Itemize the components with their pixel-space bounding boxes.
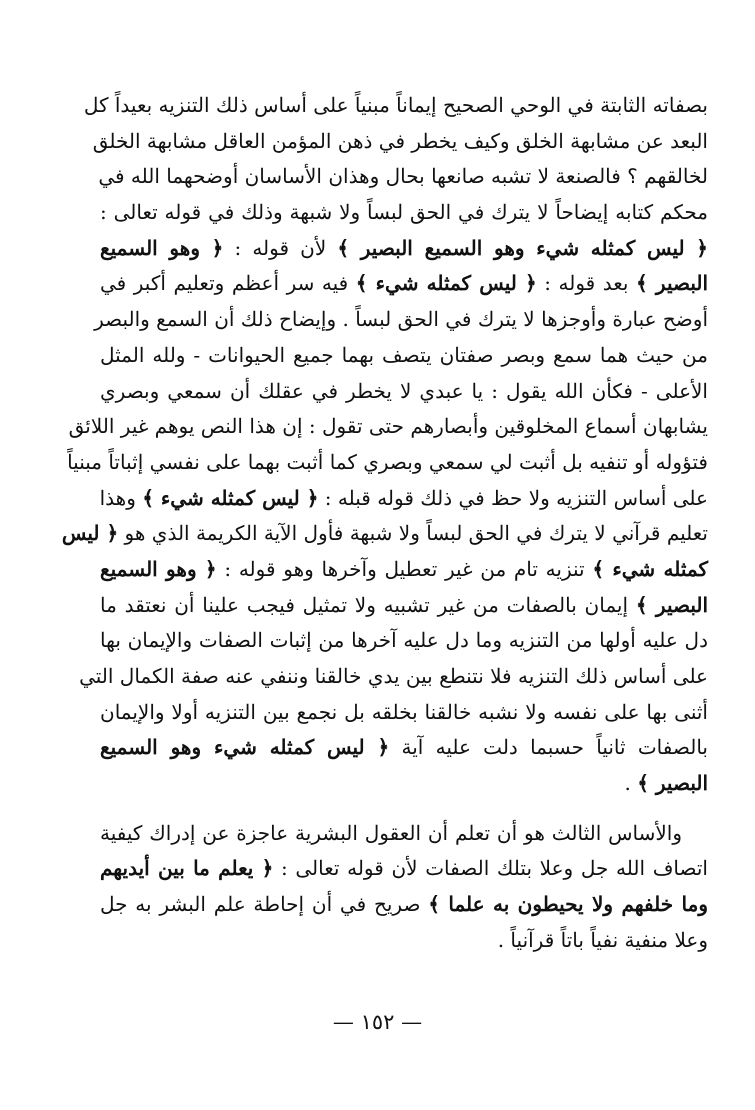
quran-quote: ﴿ ليس (61, 521, 119, 546)
text-line (100, 231, 708, 267)
text-run: وعلا منفية نفياً باتاً قرآنياً . (497, 927, 708, 952)
text-run: الأعلى - فكأن الله يقول : يا عبدي لا يخطر في عقلك أن سمعي وبصري (100, 378, 708, 403)
text-run: اتصاف الله جل وعلا بتلك الصفات لأن قوله تعالى : (273, 856, 708, 881)
text-run: فتؤوله أو تنفيه بل أثبت لي سمعي وبصري كما أثبت بهما على نفسي إثباتاً مبنياً (67, 449, 708, 474)
text-run: والأساس الثالث هو أن تعلم أن العقول البشرية عاجزة عن إدراك كيفية (100, 820, 682, 845)
quran-quote: ﴿ وهو السميع (100, 556, 217, 581)
quran-quote: كمثله شيء ﴾ (592, 556, 708, 581)
text-line (61, 516, 708, 552)
text-line (100, 851, 708, 887)
text-line (92, 124, 708, 160)
text-run: تعليم قرآني لا يترك في الحق لبساً ولا شبهة فأول الآية الكريمة الذي هو (118, 521, 708, 546)
text-line (100, 730, 708, 766)
text-line (100, 159, 708, 195)
text-run: صريح في أن إحاطة علم البشر به جل (100, 892, 429, 917)
quran-quote: البصير ﴾ (635, 592, 709, 617)
text-line (100, 374, 708, 410)
text-run: دل عليه أولها من التنزيه وما دل عليه آخرها من إثبات الصفات والإيمان بها (100, 628, 708, 653)
quran-quote: ﴿ ليس كمثله شيء وهو السميع البصير ﴾ (337, 235, 708, 260)
text-run: محكم كتابه إيضاحاً لا يترك في الحق لبساً ولا شبهة وذلك في قوله تعالى : (100, 200, 708, 225)
text-line (100, 195, 708, 231)
text-run: يشابهان أسماع المخلوقين وأبصارهم حتى تقول : إن هذا النص يوهم غير اللائق (68, 414, 708, 439)
text-run: من حيث هما سمع وبصر صفتان يتصف بهما جميع الحيوانات - ولله المثل (100, 342, 708, 367)
text-line (68, 409, 708, 445)
quran-quote: ﴿ ليس كمثله شيء ﴾ (355, 271, 537, 296)
text-line (100, 481, 708, 517)
text-line (94, 302, 708, 338)
text-run: أوضح عبارة وأوجزها لا يترك في الحق لبساً . وإيضاح ذلك أن السمع والبصر (94, 307, 708, 332)
text-line (100, 766, 708, 802)
text-line (100, 552, 708, 588)
text-line (100, 623, 708, 659)
quran-quote: ﴿ وهو السميع (100, 235, 224, 260)
text-run: وهذا (99, 485, 143, 510)
text-line (100, 816, 708, 852)
paragraph (61, 88, 709, 802)
text-run: على أساس التنزيه ولا حظ في ذلك قوله قبله : (318, 485, 708, 510)
quran-quote: ﴿ ليس كمثله شيء ﴾ (142, 485, 319, 510)
text-line (79, 659, 708, 695)
paragraph-gap (100, 802, 708, 816)
text-run: البعد عن مشابهة الخلق وكيف يخطر في ذهن المؤمن العاقل مشابهة الخلق (92, 128, 708, 153)
text-run: على أساس ذلك التنزيه فلا نتنطع بين يدي خالقنا وننفي عنه صفة الكمال التي (79, 664, 708, 688)
quran-quote: ﴿ ليس كمثله شيء وهو السميع (100, 735, 390, 760)
text-line (83, 88, 708, 124)
text-line (100, 338, 708, 374)
text-run: بصفاته الثابتة في الوحي الصحيح إيماناً مبنياً على أساس ذلك التنزيه بعيداً كل (83, 93, 708, 117)
text-line (100, 588, 708, 624)
text-run: أثنى بها على نفسه ولا نشبه خالقنا بخلقه بل نجمع بين التنزيه أولا والإيمان (100, 699, 708, 724)
text-run: لأن قوله : (223, 235, 338, 260)
page-number: — ١٥٢ — (332, 1010, 423, 1034)
text-line (100, 266, 708, 302)
text-run: لخالقهم ؟ فالصنعة لا تشبه صانعها بحال وهذان الأساسان أوضحهما الله في (98, 164, 708, 189)
text-run: . (624, 771, 638, 796)
paragraph (100, 816, 708, 959)
text-run: إيمان بالصفات من غير تشبيه ولا تمثيل فيجب علينا أن نعتقد ما (100, 592, 636, 617)
text-line (67, 445, 708, 481)
text-run: بعد قوله : (536, 271, 637, 296)
text-line (100, 923, 708, 959)
text-line (100, 695, 708, 731)
text-run: بالصفات ثانياً حسبما دلت عليه آية (389, 735, 708, 760)
quran-quote: وما خلفهم ولا يحيطون به علما ﴾ (428, 892, 708, 917)
page-body (61, 88, 709, 959)
quran-quote: البصير ﴾ (637, 771, 708, 796)
text-run: فيه سر أعظم وتعليم أكبر في (100, 271, 356, 296)
quran-quote: ﴿ يعلم ما بين أيديهم (100, 856, 274, 881)
text-line (100, 887, 708, 923)
quran-quote: البصير ﴾ (636, 271, 709, 296)
text-run: تنزيه تام من غير تعطيل وآخرها وهو قوله : (216, 556, 593, 581)
